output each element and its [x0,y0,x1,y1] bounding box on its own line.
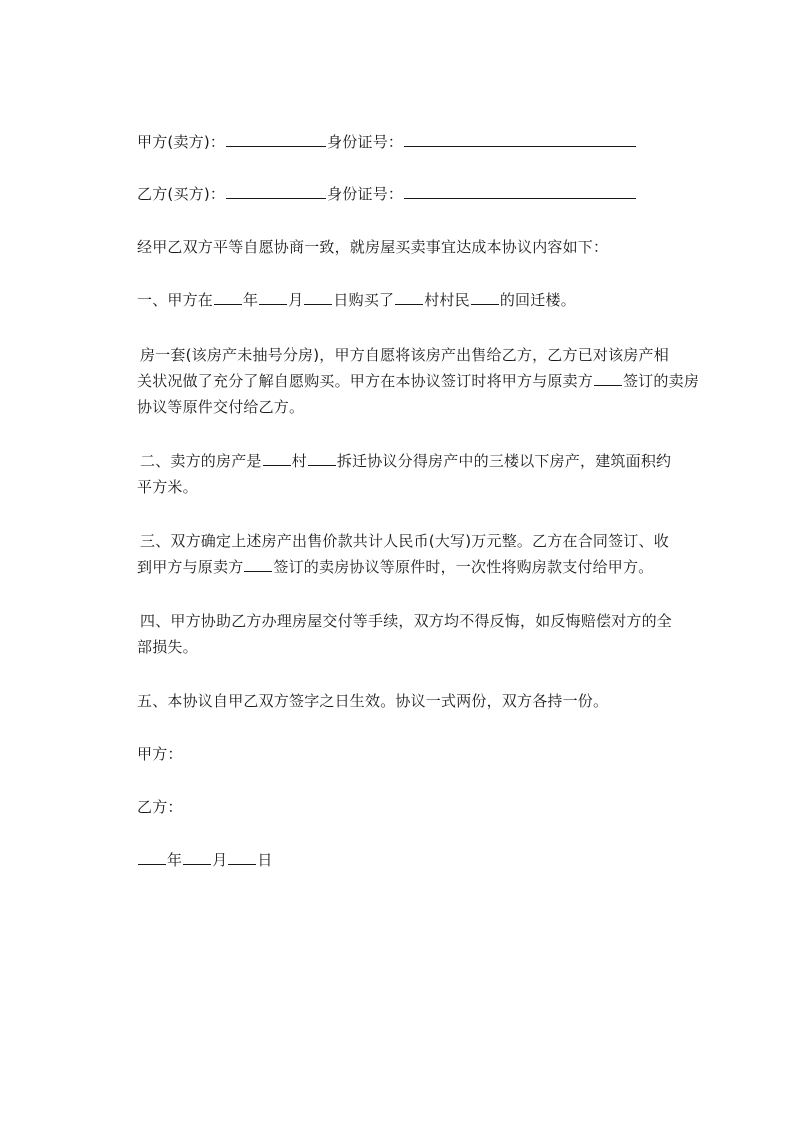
clause-1-year: 年 [243,291,259,309]
year-blank [214,289,242,305]
clause-1-line [137,289,576,311]
villager-blank [471,289,499,305]
party-a-name-blank [226,131,326,147]
party-a-line [137,131,637,153]
clause-4-line-2: 部损失。 [137,638,198,656]
clause-3-text: 到甲方与原卖方 [137,558,244,576]
village-blank [395,289,423,305]
clause-2-tail: 拆迁协议分得房产中的三楼以下房产，建筑面积约 [336,452,672,470]
clause-1-village: 村村民 [424,291,470,309]
signature-date-line [137,849,273,871]
sign-month-blank [183,849,211,865]
clause-2-line-2: 平方米。 [137,478,198,496]
clause-1-cont-line-3: 协议等原件交付给乙方。 [137,398,305,416]
party-b-id-label: 身份证号： [327,185,404,203]
clause-1-end: 的回迁楼。 [499,291,576,309]
clause-1-month: 月 [288,291,304,309]
clause-1-cont-tail: 签订的卖房 [623,372,700,390]
clause-2-line-1 [140,450,671,472]
clause-2-village: 村 [291,452,307,470]
clause-2-village-blank [263,450,291,466]
sign-year: 年 [167,851,183,869]
clause-3-tail: 签订的卖房协议等原件时，一次性将购房款支付给甲方。 [273,558,654,576]
signature-party-a: 甲方： [137,745,183,763]
clause-2-text: 二、卖方的房产是 [140,452,262,470]
clause-1-cont-text: 关状况做了充分了解自愿购买。甲方在本协议签订时将甲方与原卖方 [137,372,594,390]
clause-1-text: 一、甲方在 [137,291,214,309]
clause-1-cont-line-1: 房一套(该房产未抽号分房)，甲方自愿将该房产出售给乙方，乙方已对该房产相 [140,346,669,364]
clause-3-line-2 [137,556,653,578]
clause-5-line: 五、本协议自甲乙双方签字之日生效。协议一式两份，双方各持一份。 [137,692,609,710]
day-blank [304,289,332,305]
sign-day-blank [228,849,256,865]
clause-1-day: 日购买了 [333,291,395,309]
party-b-label: 乙方(买方)： [137,185,226,203]
clause-3-line-1: 三、双方确定上述房产出售价款共计人民币(大写)万元整。乙方在合同签订、收 [140,532,669,550]
month-blank [259,289,287,305]
clause-3-seller-blank [244,556,272,572]
party-a-id-label: 身份证号： [327,133,404,151]
sign-day: 日 [257,851,273,869]
original-seller-blank [594,370,622,386]
party-b-name-blank [226,183,326,199]
sign-month: 月 [212,851,228,869]
signature-party-b: 乙方： [137,798,183,816]
party-a-id-blank [404,131,636,147]
party-b-id-blank [404,183,636,199]
clause-2-demolition-blank [308,450,336,466]
party-b-line [137,183,637,205]
party-a-label: 甲方(卖方)： [137,133,226,151]
sign-year-blank [138,849,166,865]
clause-4-line-1: 四、甲方协助乙方办理房屋交付等手续，双方均不得反悔，如反悔赔偿对方的全 [140,612,673,630]
clause-1-cont-line-2 [137,370,699,392]
intro-paragraph: 经甲乙双方平等自愿协商一致，就房屋买卖事宜达成本协议内容如下： [137,238,609,256]
